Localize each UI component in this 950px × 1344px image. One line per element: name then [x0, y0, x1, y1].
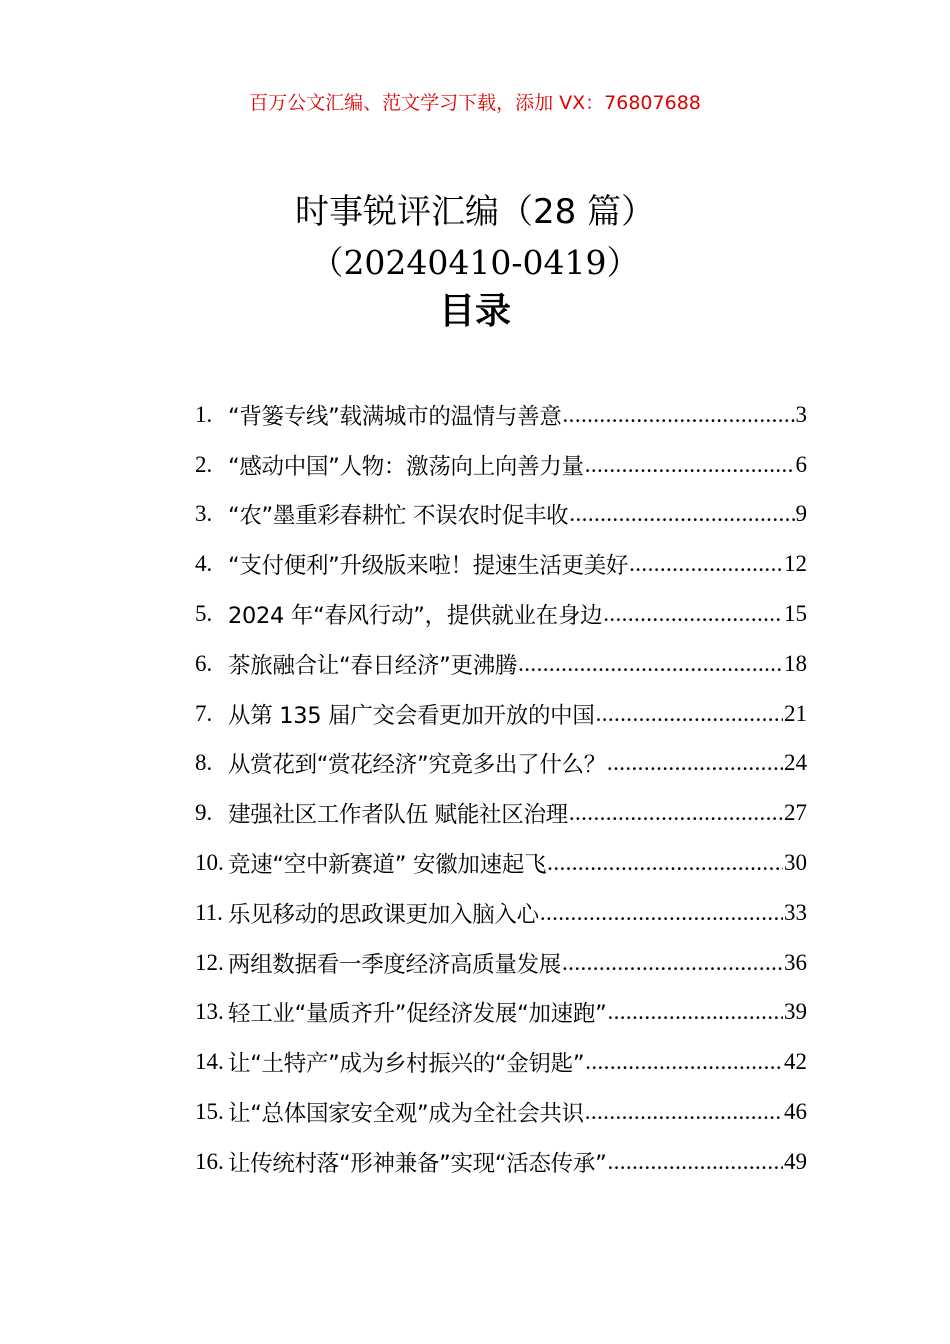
toc-entry-page-number: 9: [795, 501, 807, 527]
toc-entry[interactable]: [195, 788, 807, 838]
toc-entry-page-number: 49: [784, 1148, 807, 1174]
toc-entry-number: 1.: [195, 401, 213, 427]
document-date-range: （20240410-0419）: [310, 243, 640, 282]
toc-entry-title: “农”墨重彩春耕忙 不误农时促丰收: [228, 503, 569, 530]
toc-leader-dots: [607, 999, 783, 1025]
toc-entry[interactable]: [195, 390, 807, 440]
toc-entry[interactable]: [195, 490, 807, 540]
toc-entry-title: 茶旅融合让“春日经济”更沸腾: [228, 652, 518, 679]
toc-entry-title: 竞速“空中新赛道” 安徽加速起飞: [228, 852, 547, 879]
toc-entry-number: 10.: [195, 850, 224, 876]
toc-entry-title: 让“总体国家安全观”成为全社会共识: [228, 1101, 584, 1128]
toc-entry[interactable]: [195, 1137, 807, 1187]
toc-entry[interactable]: [195, 589, 807, 639]
toc-entry[interactable]: [195, 440, 807, 490]
toc-entry[interactable]: [195, 1037, 807, 1087]
toc-leader-dots: [629, 551, 783, 577]
toc-entry-number: 8.: [195, 750, 213, 776]
toc-entry-page-number: 24: [784, 750, 807, 776]
toc-entry-number: 12.: [195, 949, 224, 975]
toc-leader-dots: [569, 501, 794, 527]
toc-entry[interactable]: [195, 739, 807, 789]
toc-leader-dots: [585, 452, 795, 478]
toc-entry-page-number: 33: [784, 899, 807, 925]
toc-leader-dots: [540, 900, 783, 926]
toc-entry-number: 9.: [195, 800, 213, 826]
toc-leader-dots: [607, 750, 783, 776]
toc-entry-number: 7.: [195, 700, 213, 726]
toc-leader-dots: [607, 1149, 783, 1175]
toc-entry-number: 6.: [195, 650, 213, 676]
toc-entry-number: 16.: [195, 1148, 224, 1174]
toc-leader-dots: [596, 701, 783, 727]
toc-entry-title: 从赏花到“赏花经济”究竟多出了什么？: [228, 752, 606, 779]
toc-leader-dots: [603, 601, 783, 627]
toc-entry-page-number: 21: [784, 700, 807, 726]
toc-leader-dots: [563, 402, 795, 428]
toc-entry-number: 13.: [195, 999, 224, 1025]
toc-leader-dots: [562, 950, 783, 976]
toc-entry-number: 2.: [195, 451, 213, 477]
toc-entry-title: “背篓专线”载满城市的温情与善意: [228, 403, 562, 430]
toc-entry-page-number: 27: [784, 800, 807, 826]
toc-entry-page-number: 42: [784, 1049, 807, 1075]
toc-entry-title: 两组数据看一季度经济高质量发展: [228, 951, 562, 978]
toc-entry[interactable]: [195, 1087, 807, 1137]
toc-entry[interactable]: [195, 539, 807, 589]
toc-entry-page-number: 46: [784, 1099, 807, 1125]
toc-entry-title: 轻工业“量质齐升”促经济发展“加速跑”: [228, 1001, 607, 1028]
table-of-contents: [195, 390, 807, 1187]
toc-entry-title: 乐见移动的思政课更加入脑入心: [228, 901, 539, 928]
toc-entry-page-number: 15: [784, 601, 807, 627]
toc-entry[interactable]: [195, 888, 807, 938]
toc-entry-title: 让传统村落“形神兼备”实现“活态传承”: [228, 1150, 607, 1177]
toc-entry[interactable]: [195, 639, 807, 689]
toc-entry[interactable]: [195, 988, 807, 1038]
toc-entry-page-number: 36: [784, 949, 807, 975]
toc-entry-number: 4.: [195, 551, 213, 577]
toc-leader-dots: [547, 850, 783, 876]
toc-entry-page-number: 18: [784, 650, 807, 676]
toc-entry-number: 11.: [195, 899, 223, 925]
toc-entry-page-number: 39: [784, 999, 807, 1025]
toc-entry-title: 从第 135 届广交会看更加开放的中国: [228, 702, 595, 729]
toc-entry[interactable]: [195, 838, 807, 888]
toc-entry[interactable]: [195, 938, 807, 988]
toc-entry-title: “支付便利”升级版来啦！提速生活更美好: [228, 553, 629, 580]
toc-entry-page-number: 3: [795, 401, 807, 427]
toc-entry-title: “感动中国”人物：激荡向上向善力量: [228, 453, 584, 480]
toc-entry-title: 建强社区工作者队伍 赋能社区治理: [228, 802, 568, 829]
toc-entry-title: 让“土特产”成为乡村振兴的“金钥匙”: [228, 1051, 585, 1078]
toc-entry-title: 2024 年“春风行动”，提供就业在身边: [228, 603, 603, 630]
toc-entry-number: 15.: [195, 1099, 224, 1125]
watermark-notice: 百万公文汇编、范文学习下载，添加 VX：76807688: [249, 92, 701, 114]
toc-leader-dots: [585, 1049, 783, 1075]
toc-heading: 目录: [438, 291, 511, 332]
toc-entry-number: 14.: [195, 1049, 224, 1075]
toc-entry-number: 5.: [195, 601, 213, 627]
toc-entry-page-number: 30: [784, 850, 807, 876]
toc-entry-page-number: 6: [795, 451, 807, 477]
toc-leader-dots: [569, 800, 783, 826]
toc-entry-number: 3.: [195, 501, 213, 527]
toc-leader-dots: [518, 651, 783, 677]
toc-leader-dots: [585, 1099, 783, 1125]
document-title: 时事锐评汇编（28 篇）: [294, 192, 656, 232]
toc-entry[interactable]: [195, 689, 807, 739]
toc-entry-page-number: 12: [784, 551, 807, 577]
